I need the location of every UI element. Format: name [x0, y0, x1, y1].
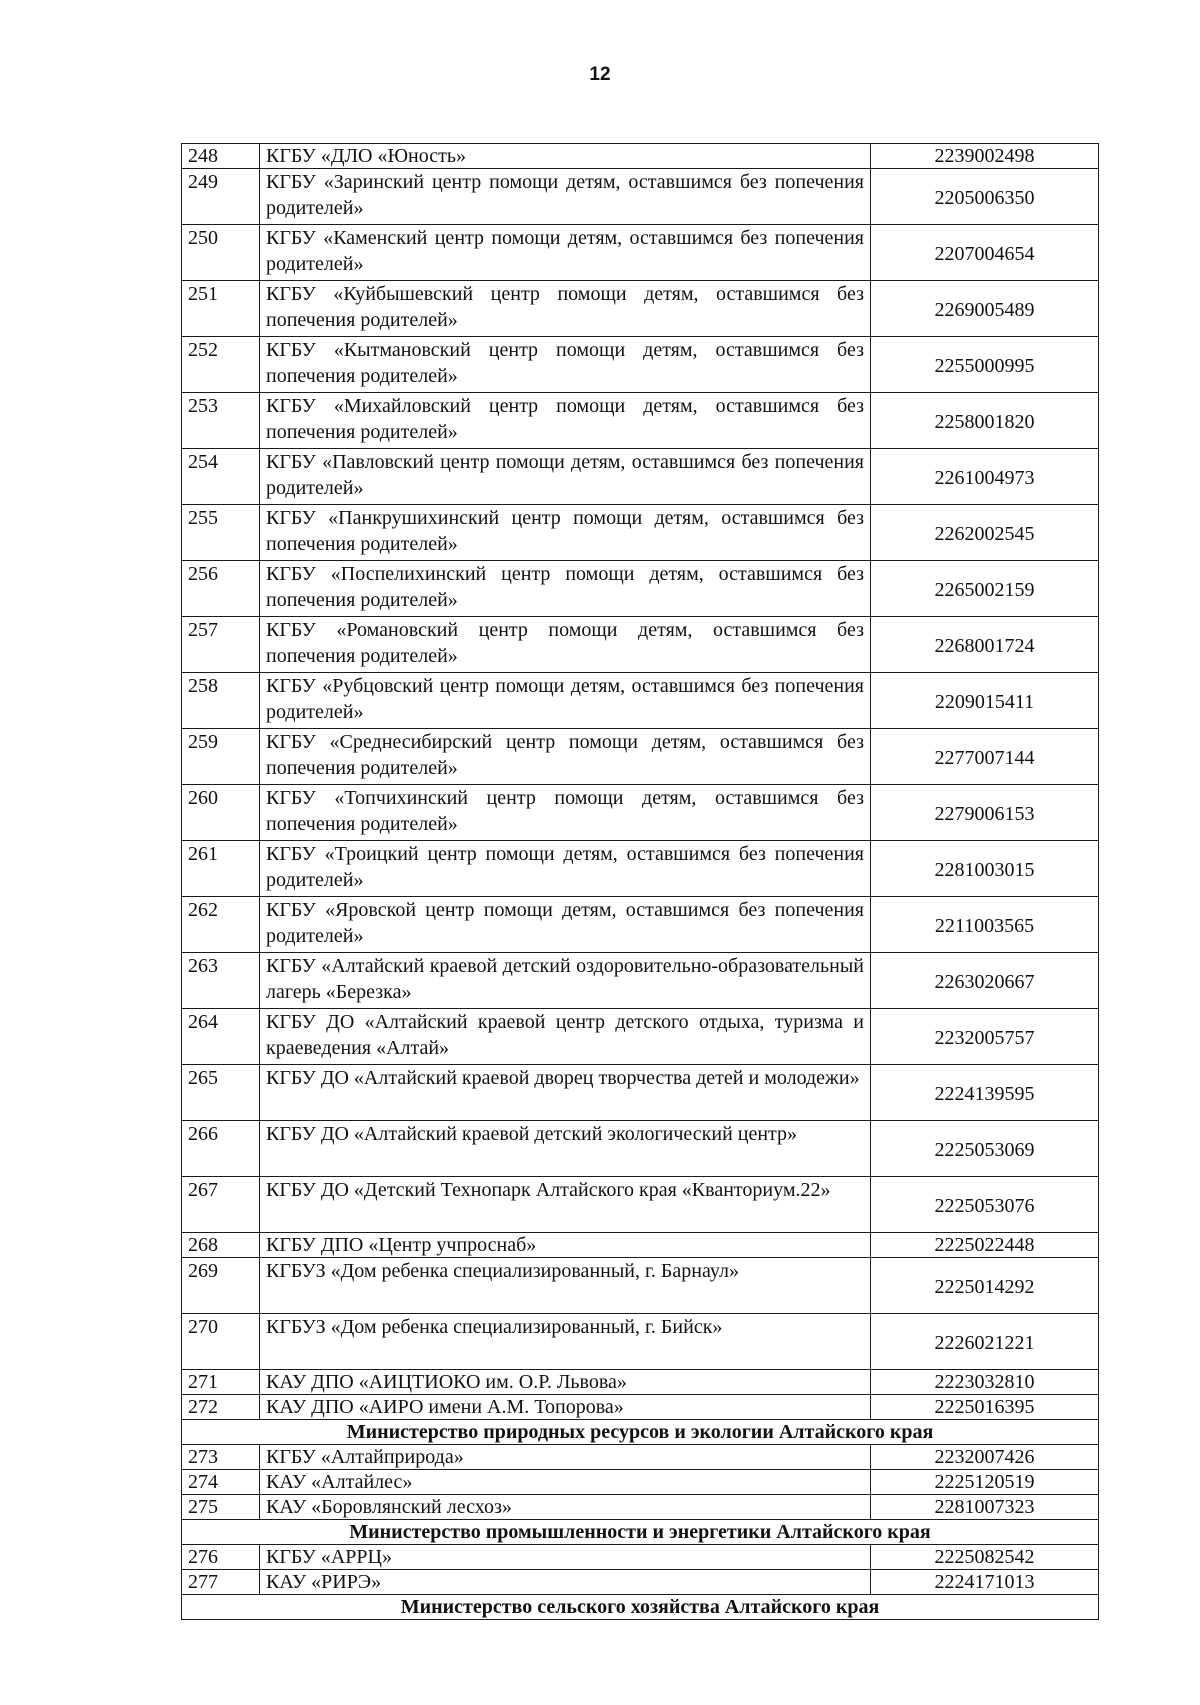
organization-name-cell: КГБУ «АРРЦ»	[260, 1545, 871, 1570]
row-number-cell: 260	[182, 785, 260, 841]
row-number-cell: 263	[182, 953, 260, 1009]
row-number-cell: 270	[182, 1314, 260, 1370]
row-number-cell: 253	[182, 393, 260, 449]
inn-cell: 2225053076	[871, 1177, 1099, 1233]
inn-cell: 2269005489	[871, 281, 1099, 337]
inn-cell: 2209015411	[871, 673, 1099, 729]
table-row	[182, 617, 1099, 673]
row-number-cell: 264	[182, 1009, 260, 1065]
row-number-cell: 276	[182, 1545, 260, 1570]
inn-cell: 2207004654	[871, 225, 1099, 281]
table-row	[182, 561, 1099, 617]
inn-cell: 2265002159	[871, 561, 1099, 617]
row-number-cell: 271	[182, 1370, 260, 1395]
row-number-cell: 252	[182, 337, 260, 393]
row-number-cell: 261	[182, 841, 260, 897]
table-row	[182, 785, 1099, 841]
row-number-cell: 272	[182, 1395, 260, 1420]
table-row	[182, 1258, 1099, 1314]
organization-name-cell: КГБУ «Поспелихинский центр помощи детям, оставшимся без попечения родителей»	[260, 561, 871, 617]
inn-cell: 2223032810	[871, 1370, 1099, 1395]
inn-cell: 2224139595	[871, 1065, 1099, 1121]
inn-cell: 2225014292	[871, 1258, 1099, 1314]
organization-name-cell: КАУ «Боровлянский лесхоз»	[260, 1495, 871, 1520]
inn-cell: 2225082542	[871, 1545, 1099, 1570]
row-number-cell: 250	[182, 225, 260, 281]
row-number-cell: 277	[182, 1570, 260, 1595]
table-row	[182, 1445, 1099, 1470]
row-number-cell: 274	[182, 1470, 260, 1495]
row-number-cell: 251	[182, 281, 260, 337]
row-number-cell: 275	[182, 1495, 260, 1520]
section-title: Министерство природных ресурсов и экологии Алтайского края	[182, 1420, 1099, 1445]
inn-cell: 2261004973	[871, 449, 1099, 505]
page-number: 12	[589, 64, 611, 85]
row-number-cell: 268	[182, 1233, 260, 1258]
table-row	[182, 1395, 1099, 1420]
inn-cell: 2225022448	[871, 1233, 1099, 1258]
section-header-row	[182, 1595, 1099, 1620]
table-row	[182, 1177, 1099, 1233]
table-row	[182, 225, 1099, 281]
row-number-cell: 255	[182, 505, 260, 561]
organization-name-cell: КГБУ «Панкрушихинский центр помощи детям, оставшимся без попечения родителей»	[260, 505, 871, 561]
table-row	[182, 449, 1099, 505]
inn-cell: 2268001724	[871, 617, 1099, 673]
organization-name-cell: КГБУ ДО «Алтайский краевой центр детского отдыха, туризма и краеведения «Алтай»	[260, 1009, 871, 1065]
organization-name-cell: КГБУЗ «Дом ребенка специализированный, г. Барнаул»	[260, 1258, 871, 1314]
organization-name-cell: КАУ «Алтайлес»	[260, 1470, 871, 1495]
organization-name-cell: КГБУ ДПО «Центр учпроснаб»	[260, 1233, 871, 1258]
table-row	[182, 1233, 1099, 1258]
row-number-cell: 249	[182, 169, 260, 225]
row-number-cell: 269	[182, 1258, 260, 1314]
row-number-cell: 258	[182, 673, 260, 729]
organization-name-cell: КАУ ДПО «АИЦТИОКО им. О.Р. Львова»	[260, 1370, 871, 1395]
organization-name-cell: КГБУ «Куйбышевский центр помощи детям, оставшимся без попечения родителей»	[260, 281, 871, 337]
inn-cell: 2224171013	[871, 1570, 1099, 1595]
table-row	[182, 1570, 1099, 1595]
table-row	[182, 1370, 1099, 1395]
table-row	[182, 281, 1099, 337]
inn-cell: 2225053069	[871, 1121, 1099, 1177]
table-body	[182, 144, 1099, 1620]
table-row	[182, 953, 1099, 1009]
table-row	[182, 1065, 1099, 1121]
table-row	[182, 1009, 1099, 1065]
inn-cell: 2205006350	[871, 169, 1099, 225]
row-number-cell: 267	[182, 1177, 260, 1233]
organization-name-cell: КГБУ «ДЛО «Юность»	[260, 144, 871, 169]
organization-name-cell: КГБУЗ «Дом ребенка специализированный, г. Бийск»	[260, 1314, 871, 1370]
inn-cell: 2279006153	[871, 785, 1099, 841]
table-row	[182, 673, 1099, 729]
table-row	[182, 337, 1099, 393]
table-row	[182, 729, 1099, 785]
table-row	[182, 1470, 1099, 1495]
row-number-cell: 256	[182, 561, 260, 617]
organization-name-cell: КГБУ «Топчихинский центр помощи детям, оставшимся без попечения родителей»	[260, 785, 871, 841]
organization-name-cell: КГБУ «Троицкий центр помощи детям, оставшимся без попечения родителей»	[260, 841, 871, 897]
inn-cell: 2258001820	[871, 393, 1099, 449]
section-header-row	[182, 1420, 1099, 1445]
row-number-cell: 262	[182, 897, 260, 953]
inn-cell: 2277007144	[871, 729, 1099, 785]
organization-name-cell: КГБУ «Заринский центр помощи детям, оставшимся без попечения родителей»	[260, 169, 871, 225]
table-row	[182, 393, 1099, 449]
organization-name-cell: КГБУ ДО «Алтайский краевой детский экологический центр»	[260, 1121, 871, 1177]
inn-cell: 2255000995	[871, 337, 1099, 393]
organization-name-cell: КГБУ «Алтайский краевой детский оздоровительно-образовательный лагерь «Березка»	[260, 953, 871, 1009]
table-row	[182, 1121, 1099, 1177]
organization-name-cell: КГБУ «Каменский центр помощи детям, оставшимся без попечения родителей»	[260, 225, 871, 281]
table-row	[182, 505, 1099, 561]
row-number-cell: 248	[182, 144, 260, 169]
inn-cell: 2281003015	[871, 841, 1099, 897]
organizations-table	[181, 143, 1099, 1620]
inn-cell: 2262002545	[871, 505, 1099, 561]
inn-cell: 2281007323	[871, 1495, 1099, 1520]
organization-name-cell: КГБУ «Михайловский центр помощи детям, оставшимся без попечения родителей»	[260, 393, 871, 449]
organization-name-cell: КГБУ «Яровской центр помощи детям, оставшимся без попечения родителей»	[260, 897, 871, 953]
inn-cell: 2225016395	[871, 1395, 1099, 1420]
table-row	[182, 1495, 1099, 1520]
row-number-cell: 273	[182, 1445, 260, 1470]
inn-cell: 2226021221	[871, 1314, 1099, 1370]
organization-name-cell: КГБУ «Рубцовский центр помощи детям, оставшимся без попечения родителей»	[260, 673, 871, 729]
organization-name-cell: КГБУ «Кытмановский центр помощи детям, оставшимся без попечения родителей»	[260, 337, 871, 393]
table-row	[182, 1545, 1099, 1570]
table-row	[182, 897, 1099, 953]
organization-name-cell: КАУ «РИРЭ»	[260, 1570, 871, 1595]
inn-cell: 2263020667	[871, 953, 1099, 1009]
organization-name-cell: КГБУ ДО «Алтайский краевой дворец творчества детей и молодежи»	[260, 1065, 871, 1121]
row-number-cell: 254	[182, 449, 260, 505]
section-header-row	[182, 1520, 1099, 1545]
inn-cell: 2239002498	[871, 144, 1099, 169]
inn-cell: 2211003565	[871, 897, 1099, 953]
inn-cell: 2232005757	[871, 1009, 1099, 1065]
organization-name-cell: КГБУ «Среднесибирский центр помощи детям, оставшимся без попечения родителей»	[260, 729, 871, 785]
table-row	[182, 144, 1099, 169]
inn-cell: 2232007426	[871, 1445, 1099, 1470]
table-row	[182, 1314, 1099, 1370]
organization-name-cell: КГБУ «Алтайприрода»	[260, 1445, 871, 1470]
section-title: Министерство промышленности и энергетики Алтайского края	[182, 1520, 1099, 1545]
row-number-cell: 265	[182, 1065, 260, 1121]
section-title: Министерство сельского хозяйства Алтайского края	[182, 1595, 1099, 1620]
table-row	[182, 169, 1099, 225]
inn-cell: 2225120519	[871, 1470, 1099, 1495]
row-number-cell: 257	[182, 617, 260, 673]
organization-name-cell: КГБУ ДО «Детский Технопарк Алтайского края «Кванториум.22»	[260, 1177, 871, 1233]
row-number-cell: 259	[182, 729, 260, 785]
organization-name-cell: КГБУ «Павловский центр помощи детям, оставшимся без попечения родителей»	[260, 449, 871, 505]
table-row	[182, 841, 1099, 897]
organization-name-cell: КАУ ДПО «АИРО имени А.М. Топорова»	[260, 1395, 871, 1420]
organization-name-cell: КГБУ «Романовский центр помощи детям, оставшимся без попечения родителей»	[260, 617, 871, 673]
row-number-cell: 266	[182, 1121, 260, 1177]
